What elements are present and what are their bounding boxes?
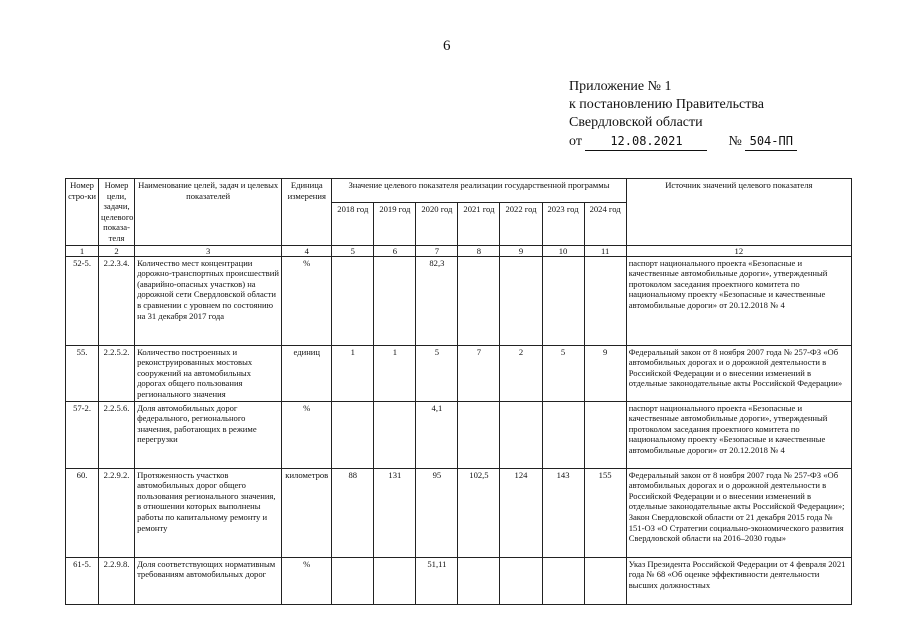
table-row [66, 256, 852, 345]
value-2023: 143 [542, 468, 584, 557]
value-2020: 95 [416, 468, 458, 557]
value-2023: 5 [542, 345, 584, 401]
column-number: 10 [542, 245, 584, 256]
page-number: 6 [443, 38, 451, 54]
value-2022 [500, 401, 542, 468]
indicator-name: Протяженность участков автомобильных дорог общего пользования регионального значения, в отношении которых выполнены работы по капитальному ремонту и ремонту [135, 468, 282, 557]
value-2020: 82,3 [416, 256, 458, 345]
column-number: 1 [66, 245, 99, 256]
value-2024: 9 [584, 345, 626, 401]
indicator-name: Доля автомобильных дорог федерального, регионального значения, работающих в режиме перегрузки [135, 401, 282, 468]
appendix-title: Приложение № 1 [569, 79, 672, 94]
value-2022 [500, 256, 542, 345]
column-number: 4 [282, 245, 332, 256]
unit: % [282, 401, 332, 468]
indicator-name: Количество построенных и реконструированных мостовых сооружений на автомобильных дорогах общего пользования регионального значения [135, 345, 282, 401]
header-row-top [66, 179, 852, 203]
column-number: 3 [135, 245, 282, 256]
goal-number: 2.2.5.6. [99, 401, 135, 468]
appendix-header [569, 78, 797, 151]
column-number: 8 [458, 245, 500, 256]
value-2023 [542, 557, 584, 604]
value-2018 [332, 401, 374, 468]
value-2020: 4,1 [416, 401, 458, 468]
goal-number: 2.2.9.2. [99, 468, 135, 557]
value-2019 [374, 256, 416, 345]
value-2019: 131 [374, 468, 416, 557]
header-row-number: Номер стро-ки [66, 179, 99, 246]
header-year: 2019 год [374, 202, 416, 245]
indicators-table [65, 178, 852, 605]
value-2021 [458, 401, 500, 468]
value-2024: 155 [584, 468, 626, 557]
source: паспорт национального проекта «Безопасные и качественные автомобильные дороги», утвержденный протоколом заседания проектного комитета по национальному проекту «Безопасные и качественные автомобильные дороги» от 20.12.2018 № 4 [626, 256, 851, 345]
header-name: Наименование целей, задач и целевых показателей [135, 179, 282, 246]
date-prefix: от [569, 134, 582, 149]
column-number: 6 [374, 245, 416, 256]
table-row [66, 345, 852, 401]
header-year: 2018 год [332, 202, 374, 245]
value-2020: 5 [416, 345, 458, 401]
value-2020: 51,11 [416, 557, 458, 604]
row-number: 55. [66, 345, 99, 401]
column-number: 12 [626, 245, 851, 256]
header-unit: Единица измерения [282, 179, 332, 246]
value-2022: 124 [500, 468, 542, 557]
number-sign: № [728, 134, 742, 149]
value-2021 [458, 557, 500, 604]
value-2021 [458, 256, 500, 345]
value-2019 [374, 401, 416, 468]
column-number: 9 [500, 245, 542, 256]
source: Федеральный закон от 8 ноября 2007 года № 257-ФЗ «Об автомобильных дорогах и о дорожной деятельности в Российской Федерации и о внесении изменений в отдельные законодательные акты Российской Федерации»; Закон Свердловской области от 21 декабря 2015 года № 151-ОЗ «О Стратегии социально-экономического развития Свердловской области на 2016–2030 годы» [626, 468, 851, 557]
value-2024 [584, 401, 626, 468]
unit: % [282, 256, 332, 345]
indicator-name: Количество мест концентрации дорожно-транспортных происшествий (аварийно-опасных участков) на дорожной сети Свердловской области в сравнении с уровнем по состоянию на 31 декабря 2017 года [135, 256, 282, 345]
column-number: 5 [332, 245, 374, 256]
header-year: 2020 год [416, 202, 458, 245]
header-year: 2023 год [542, 202, 584, 245]
decree-number: 504-ПП [745, 132, 797, 151]
column-number: 11 [584, 245, 626, 256]
header-goal-number: Номер цели, задачи, целевого показа-теля [99, 179, 135, 246]
value-2018: 1 [332, 345, 374, 401]
indicator-name: Доля соответствующих нормативным требованиям автомобильных дорог [135, 557, 282, 604]
header-year: 2022 год [500, 202, 542, 245]
goal-number: 2.2.9.8. [99, 557, 135, 604]
source: Указ Президента Российской Федерации от 4 февраля 2021 года № 68 «Об оценке эффективности деятельности высших должностных [626, 557, 851, 604]
value-2022: 2 [500, 345, 542, 401]
header-source: Источник значений целевого показателя [626, 179, 851, 246]
header-year: 2024 год [584, 202, 626, 245]
unit: % [282, 557, 332, 604]
row-number: 57-2. [66, 401, 99, 468]
appendix-resolution: к постановлению Правительства [569, 97, 765, 112]
column-number: 2 [99, 245, 135, 256]
row-number: 60. [66, 468, 99, 557]
decree-date: 12.08.2021 [585, 132, 707, 151]
value-2018 [332, 557, 374, 604]
goal-number: 2.2.5.2. [99, 345, 135, 401]
source: паспорт национального проекта «Безопасные и качественные автомобильные дороги», утвержденный протоколом заседания проектного комитета по национальному проекту «Безопасные и качественные автомобильные дороги» от 20.12.2018 № 4 [626, 401, 851, 468]
value-2024 [584, 557, 626, 604]
appendix-region: Свердловской области [569, 115, 703, 130]
header-value-group: Значение целевого показателя реализации государственной программы [332, 179, 626, 203]
value-2018 [332, 256, 374, 345]
value-2021: 7 [458, 345, 500, 401]
goal-number: 2.2.3.4. [99, 256, 135, 345]
value-2022 [500, 557, 542, 604]
table-row [66, 401, 852, 468]
value-2018: 88 [332, 468, 374, 557]
value-2019: 1 [374, 345, 416, 401]
header-year: 2021 год [458, 202, 500, 245]
value-2023 [542, 256, 584, 345]
column-number-row [66, 245, 852, 256]
source: Федеральный закон от 8 ноября 2007 года № 257-ФЗ «Об автомобильных дорогах и о дорожной деятельности в Российской Федерации и о внесении изменений в отдельные законодательные акты Российской Федерации» [626, 345, 851, 401]
value-2021: 102,5 [458, 468, 500, 557]
appendix-date-line [569, 132, 797, 151]
value-2024 [584, 256, 626, 345]
unit: единиц [282, 345, 332, 401]
column-number: 7 [416, 245, 458, 256]
value-2023 [542, 401, 584, 468]
table-row [66, 557, 852, 604]
table-row [66, 468, 852, 557]
unit: километров [282, 468, 332, 557]
row-number: 52-5. [66, 256, 99, 345]
row-number: 61-5. [66, 557, 99, 604]
value-2019 [374, 557, 416, 604]
